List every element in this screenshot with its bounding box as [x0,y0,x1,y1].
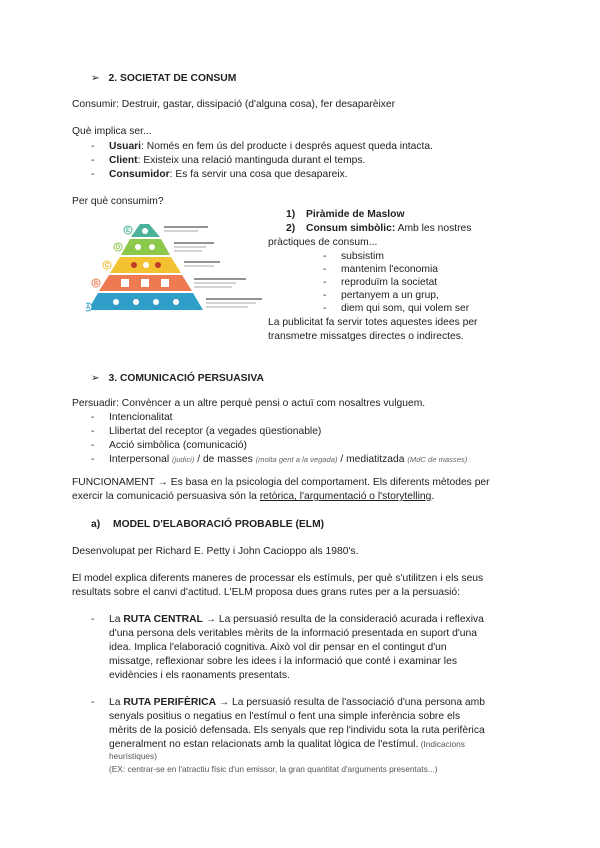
ruta-central-text: → La persuasió resulta de la consideració acurada i reflexiva [202,614,484,625]
ruta-periferica-line-4 [109,739,465,750]
list-bullet: - [91,440,95,451]
list-bullet: - [91,614,95,625]
love-icon [131,262,137,268]
ruta-periferica-example: (EX: centrar-se en l'atractiu físic d'un emissor, la gran quantitat d'arguments presentats...) [109,764,438,774]
esteem-icon-2 [149,244,155,250]
list-bullet: - [91,412,95,423]
subsection-a-heading [91,519,324,530]
funcionament-text: exercir la comunicació persuasiva són la [72,491,260,502]
ruta-periferica-line-5: heurístiques) [109,751,157,761]
funcionament-line-1: FUNCIONAMENT → Es basa en la psicologia del comportament. Els diferents mètodes per [72,477,490,488]
pyramid-tier-a [88,293,203,310]
list-bullet: - [91,155,95,166]
section-2-heading [91,72,236,84]
esteem-icon [135,244,141,250]
ruta-periferica-note: (Indicacions [418,739,465,749]
ruta-periferica-pre: La [109,697,124,708]
implica-intro: Què implica ser... [72,126,152,137]
ruta-periferica-line-3: mèrits de la posició defensada. Els senyals que rep l'individu sota la ruta perifèrica [109,725,485,736]
ruta-central-term: RUTA CENTRAL [123,614,203,625]
security-icon [141,279,149,287]
list-item-client [109,155,365,166]
pyramid-letter-b: B [93,281,99,287]
reason-1 [286,209,404,220]
section-3-heading [91,372,264,384]
sub-item: pertanyem a un grup, [341,290,439,301]
sub-bullet: - [323,303,327,314]
sub-item: subsistim [341,251,384,262]
ruta-central-line-4: missatge, reflexionar sobre les idees i la informació que conté i examinar les [109,656,457,667]
persuadir-item: Intencionalitat [109,412,173,423]
consumir-definition: Consumir: Destruir, gastar, dissipació (d'alguna cosa), fer desaparèixer [72,99,396,110]
publicitat-line-1: La publicitat fa servir totes aquestes idees per [268,317,478,328]
sub-bullet: - [323,264,327,275]
home-icon [161,279,169,287]
reason-2-continuation: pràctiques de consum... [268,237,378,248]
reason-1-text: Piràmide de Maslow [306,209,405,220]
list-bullet: - [91,141,95,152]
self-realization-icon [142,228,148,234]
term-client: Client [109,155,138,166]
usuari-text: : Només en fem ús del producte i després aquest queda intacta. [141,141,433,152]
ruta-periferica-text: → La persuasió resulta de l'associació d'una persona amb [216,697,485,708]
pyramid-letter-d: D [115,245,121,251]
pyramid-letter-a: A [86,305,91,311]
list-bullet: - [91,454,95,465]
section-3-arrow: ➢ [91,373,100,384]
elm-model-line-1: El model explica diferents maneres de processar els estímuls, per què s'utilitzen i els seus [72,573,484,584]
section-3-title: 3. COMUNICACIÓ PERSUASIVA [108,373,264,384]
mediatitzada-note: (MdC de masses) [407,455,468,464]
list-item-usuari [109,141,433,152]
perque-question: Per què consumim? [72,196,164,207]
interpersonal-note: (judici) [171,455,195,464]
term-usuari: Usuari [109,141,142,152]
funcionament-line-2 [72,491,434,502]
reason-1-number: 1) [286,209,296,220]
water-icon [133,299,139,305]
pyramid-letter-e: E [125,228,131,234]
persuadir-item: Acció simbòlica (comunicació) [109,440,247,451]
health-icon [173,299,179,305]
safety-icon [121,279,129,287]
list-item-consumidor [109,169,348,180]
sub-item: reproduïm la societat [341,277,438,288]
funcionament-end: . [431,491,435,502]
interpersonal-label: Interpersonal [109,454,170,465]
section-2-title: 2. SOCIETAT DE CONSUM [108,73,237,84]
persuadir-item: Llibertat del receptor (a vegades qüestionable) [109,426,322,437]
ruta-central-line-3: idea. Implica l'elaboració cognitiva. Això vol dir pensar en el contingut d'un [109,642,447,653]
belonging-icon [143,262,149,268]
sub-bullet: - [323,277,327,288]
sub-bullet: - [323,251,327,262]
sub-item: mantenim l'economia [341,264,438,275]
ruta-periferica-l4-text: generalment no estan relacionats amb la qualitat lògica de l'estímul. [109,739,419,750]
subsection-a-title: MODEL D'ELABORACIÓ PROBABLE (ELM) [113,519,325,530]
section-2-arrow: ➢ [91,73,100,84]
persuadir-definition: Persuadir: Convèncer a un altre perquè pensi o actuï com nosaltres vulguem. [72,398,426,409]
reason-2 [286,223,471,234]
heart-icon [155,262,161,268]
elm-developed-by: Desenvolupat per Richard E. Petty i John Cacioppo als 1980's. [72,546,359,557]
subsection-a-label: a) [91,519,101,530]
ruta-central-line-2: d'una persona dels veritables mèrits de la informació presentada en suport d'una [109,628,477,639]
pyramid-letter-c: C [104,263,110,269]
consumidor-text: : Es fa servir una cosa que desapareix. [169,169,348,180]
mediatitzada-label: / mediatitzada [337,454,405,465]
reason-2-text: Amb les nostres [395,223,472,234]
ruta-periferica-line-1 [109,697,485,708]
food-icon [113,299,119,305]
ruta-periferica-line-2: senyals positius o negatius en l'estímul o fent una simple inferència sobre els [109,711,461,722]
elm-model-line-2: resultats sobre el canvi d'actitud. L'ELM proposa dues grans rutes per a la persuasió: [72,587,460,598]
persuadir-item-interpersonal [109,454,467,465]
ruta-periferica-term: RUTA PERIFÈRICA [123,697,216,708]
list-bullet: - [91,697,95,708]
maslow-pyramid-image [86,219,266,323]
masses-note: (molta gent a la vegada) [255,455,338,464]
client-text: : Existeix una relació mantinguda durant el temps. [137,155,366,166]
sleep-icon [153,299,159,305]
list-bullet: - [91,426,95,437]
ruta-central-line-1 [109,614,484,625]
sub-item: diem qui som, qui volem ser [341,303,470,314]
list-bullet: - [91,169,95,180]
ruta-central-pre: La [109,614,124,625]
reason-2-term: Consum simbòlic: [306,223,396,234]
term-consumidor: Consumidor [109,169,170,180]
reason-2-number: 2) [286,223,296,234]
sub-bullet: - [323,290,327,301]
masses-label: / de masses [194,454,253,465]
publicitat-line-2: transmetre missatges directes o indirectes. [268,331,464,342]
ruta-central-line-5: evidències i els raonaments presentats. [109,670,290,681]
pyramid-tier-d [121,239,170,255]
methods-link: retòrica, l'argumentació o l'storytelling [259,491,432,502]
